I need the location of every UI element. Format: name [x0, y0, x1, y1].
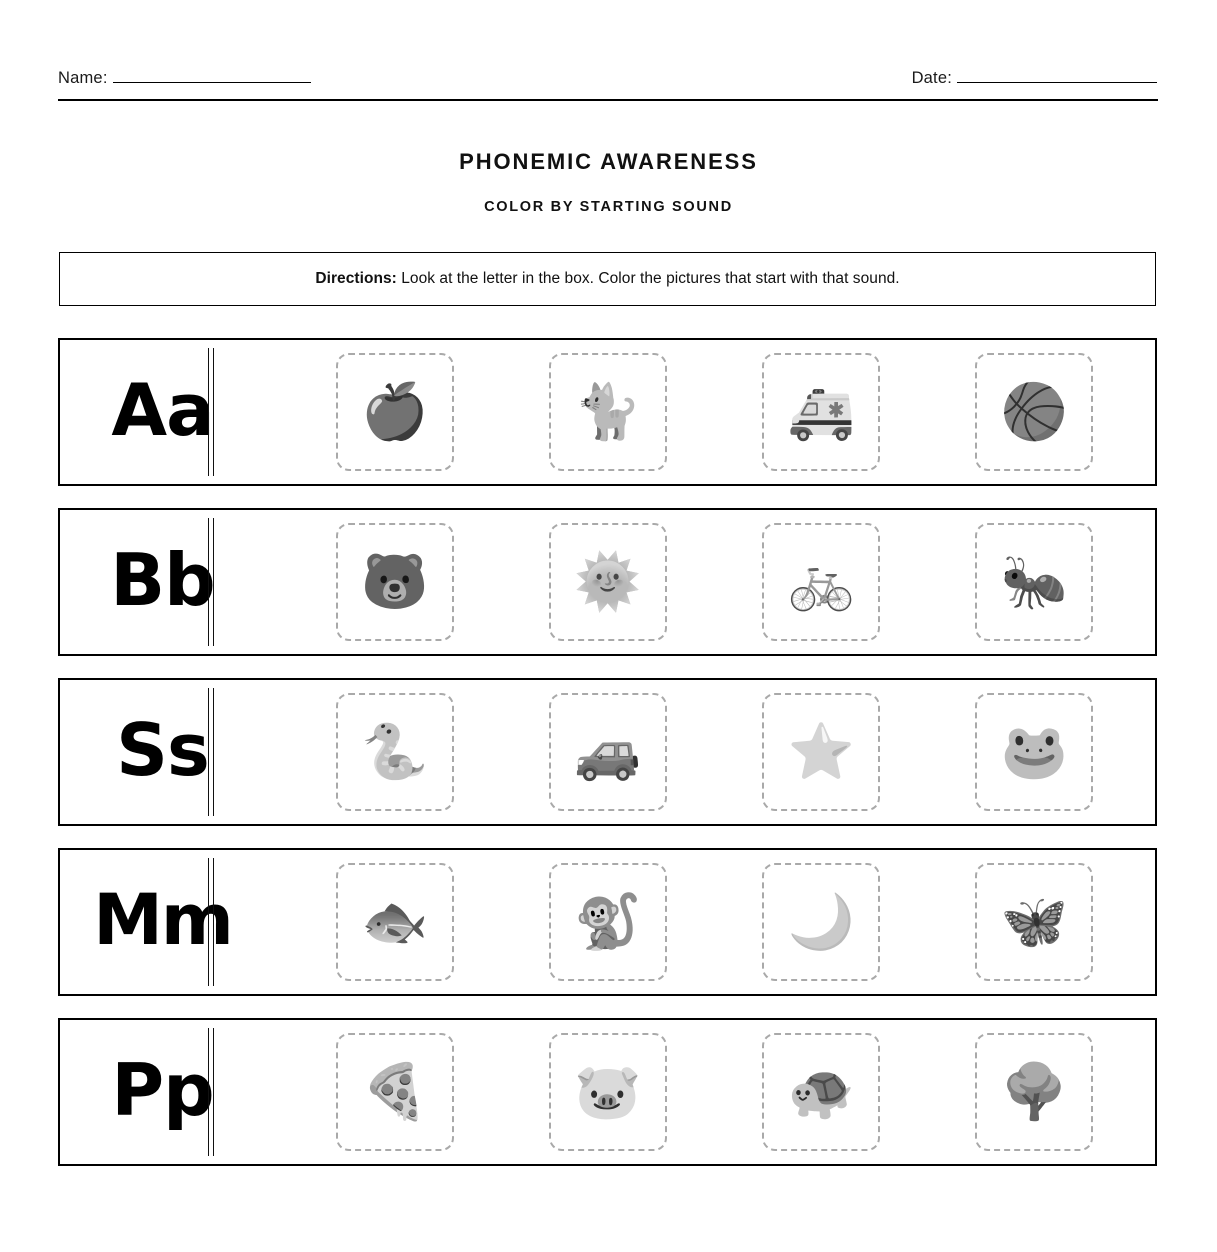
picture-box-bear[interactable] [336, 523, 454, 641]
picture-slot [928, 693, 1141, 811]
cat-icon: 🐈 [574, 380, 642, 443]
picture-box-cat[interactable] [549, 353, 667, 471]
tree-icon: 🌳 [1000, 1060, 1068, 1123]
picture-box-ant[interactable] [975, 523, 1093, 641]
name-write-line[interactable] [113, 81, 311, 83]
picture-box-sun[interactable] [549, 523, 667, 641]
picture-box-pizza[interactable] [336, 1033, 454, 1151]
letter-pair: Aa [111, 368, 214, 452]
directions-body: Look at the letter in the box. Color the pictures that start with that sound. [396, 270, 900, 287]
picture-box-tree[interactable] [975, 1033, 1093, 1151]
picture-box-car[interactable] [549, 693, 667, 811]
fish-icon: 🐟 [361, 890, 429, 953]
picture-box-pig[interactable] [549, 1033, 667, 1151]
letter-row-bb [58, 508, 1157, 656]
letter-cell [60, 680, 265, 824]
letter-cell [60, 1020, 265, 1164]
name-label: Name: [58, 69, 108, 87]
divider-line-right [213, 688, 214, 816]
picture-box-fish[interactable] [336, 863, 454, 981]
directions-box [59, 252, 1156, 306]
letter-pair: Bb [110, 538, 215, 622]
picture-box-basketball[interactable] [975, 353, 1093, 471]
picture-slot [501, 353, 714, 471]
picture-box-apple[interactable] [336, 353, 454, 471]
monkey-icon: 🐒 [574, 890, 642, 953]
divider-line-right [213, 348, 214, 476]
picture-slot [928, 353, 1141, 471]
double-line-divider [208, 688, 214, 816]
letter-cell [60, 510, 265, 654]
turtle-icon: 🐢 [787, 1060, 855, 1123]
divider-line-right [213, 1028, 214, 1156]
picture-slot [288, 353, 501, 471]
picture-box-butterfly[interactable] [975, 863, 1093, 981]
picture-box-monkey[interactable] [549, 863, 667, 981]
picture-slot [928, 1033, 1141, 1151]
letter-row-aa [58, 338, 1157, 486]
picture-strip [288, 680, 1141, 824]
picture-slot [501, 863, 714, 981]
picture-box-bicycle[interactable] [762, 523, 880, 641]
frog-icon: 🐸 [1000, 720, 1068, 783]
star-icon: ⭐ [787, 720, 855, 783]
divider-line-right [213, 518, 214, 646]
divider-line-left [208, 858, 209, 986]
picture-slot [288, 693, 501, 811]
date-label: Date: [911, 69, 952, 87]
date-write-line[interactable] [957, 81, 1157, 83]
picture-strip [288, 510, 1141, 654]
divider-line-left [208, 518, 209, 646]
double-line-divider [208, 348, 214, 476]
page-title: PHONEMIC AWARENESS [459, 149, 758, 174]
bicycle-icon: 🚲 [787, 550, 855, 613]
letter-cell [60, 340, 265, 484]
pizza-icon: 🍕 [361, 1060, 429, 1123]
header-fields [58, 54, 1157, 88]
divider-line-left [208, 1028, 209, 1156]
page-subtitle: COLOR BY STARTING SOUND [484, 199, 733, 215]
pig-icon: 🐷 [574, 1060, 642, 1123]
bear-icon: 🐻 [361, 550, 429, 613]
picture-slot [715, 863, 928, 981]
picture-strip [288, 1020, 1141, 1164]
double-line-divider [208, 858, 214, 986]
picture-slot [715, 693, 928, 811]
letter-pair: Pp [111, 1048, 214, 1132]
name-field[interactable] [58, 69, 311, 88]
moon-icon: 🌙 [787, 890, 855, 953]
picture-box-snake[interactable] [336, 693, 454, 811]
letter-row-pp [58, 1018, 1157, 1166]
picture-strip [288, 340, 1141, 484]
sun-icon: 🌞 [574, 550, 642, 613]
letter-rows [58, 338, 1157, 1188]
butterfly-icon: 🦋 [1000, 890, 1068, 953]
picture-box-ambulance[interactable] [762, 353, 880, 471]
letter-pair: Mm [93, 879, 232, 961]
picture-slot [501, 693, 714, 811]
picture-box-turtle[interactable] [762, 1033, 880, 1151]
picture-slot [928, 523, 1141, 641]
picture-slot [501, 1033, 714, 1151]
divider-line-left [208, 348, 209, 476]
picture-box-moon[interactable] [762, 863, 880, 981]
picture-slot [715, 1033, 928, 1151]
double-line-divider [208, 1028, 214, 1156]
divider-line-right [213, 858, 214, 986]
header-divider-rule [58, 99, 1158, 101]
snake-icon: 🐍 [361, 720, 429, 783]
double-line-divider [208, 518, 214, 646]
picture-slot [928, 863, 1141, 981]
picture-box-frog[interactable] [975, 693, 1093, 811]
picture-slot [288, 863, 501, 981]
letter-row-mm [58, 848, 1157, 996]
apple-icon: 🍎 [361, 380, 429, 443]
letter-cell [60, 850, 265, 994]
directions-text [315, 270, 899, 288]
letter-row-ss [58, 678, 1157, 826]
divider-line-left [208, 688, 209, 816]
picture-box-star[interactable] [762, 693, 880, 811]
basketball-icon: 🏀 [1000, 380, 1068, 443]
picture-slot [715, 523, 928, 641]
directions-label: Directions: [315, 270, 397, 287]
ant-icon: 🐜 [1000, 550, 1068, 613]
car-icon: 🚙 [574, 720, 642, 783]
picture-slot [288, 1033, 501, 1151]
letter-pair: Ss [116, 708, 209, 792]
picture-slot [715, 353, 928, 471]
date-field[interactable] [912, 69, 1157, 88]
picture-slot [288, 523, 501, 641]
ambulance-icon: 🚑 [787, 380, 855, 443]
picture-strip [288, 850, 1141, 994]
picture-slot [501, 523, 714, 641]
